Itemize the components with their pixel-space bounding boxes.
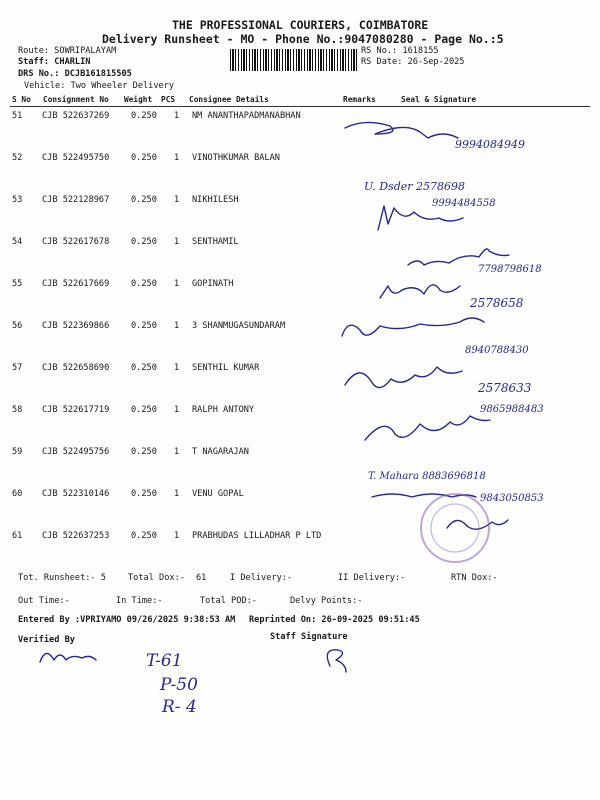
entered-by: Entered By :VPRIYAMO 09/26/2025 9:38:53 AM	[18, 615, 236, 625]
row-pcs: 1	[174, 237, 180, 247]
row-weight: 0.250	[131, 237, 157, 247]
tot-runsheet: Tot. Runsheet:- 5	[18, 573, 106, 583]
sig-58-num: 9865988483	[480, 404, 544, 415]
total-dox-label: Total Dox:-	[128, 573, 185, 583]
row-pcs: 1	[174, 405, 180, 415]
col-weight: Weight	[124, 95, 153, 104]
row-consignment-no: CJB 522617669	[42, 279, 110, 289]
rs-number: RS No.: 1618155	[361, 46, 439, 56]
row-consignee: SENTHAMIL	[192, 237, 239, 247]
total-dox-value: 61	[196, 573, 207, 583]
row-weight: 0.250	[131, 279, 157, 289]
row-consignee: NIKHILESH	[192, 195, 239, 205]
rtn-dox: RTN Dox:-	[451, 573, 498, 583]
sig-54-phone: 7798798618	[478, 264, 542, 275]
row-pcs: 1	[174, 111, 180, 121]
row-weight: 0.250	[131, 447, 157, 457]
row-sno: 51	[12, 111, 23, 121]
row-pcs: 1	[174, 489, 180, 499]
row-pcs: 1	[174, 363, 180, 373]
row-weight: 0.250	[131, 153, 157, 163]
tally-total: T-61	[146, 651, 183, 671]
sig-57-num: 2578633	[478, 381, 532, 395]
row-weight: 0.250	[131, 531, 157, 541]
row-sno: 61	[12, 531, 23, 541]
sig-56-phone: 8940788430	[465, 345, 529, 356]
row-weight: 0.250	[131, 321, 157, 331]
sig-60-note: T. Mahara 8883696818	[368, 471, 486, 482]
row-sno: 58	[12, 405, 23, 415]
sig-53-note: U. Dsder 2578698	[364, 180, 466, 193]
ii-delivery: II Delivery:-	[338, 573, 406, 583]
row-consignment-no: CJB 522495750	[42, 153, 110, 163]
row-consignment-no: CJB 522495756	[42, 447, 110, 457]
reprinted-on: Reprinted On: 26-09-2025 09:51:45	[249, 615, 420, 625]
drs-number: DRS No.: DCJB161815505	[18, 69, 132, 79]
row-consignment-no: CJB 522637269	[42, 111, 110, 121]
row-weight: 0.250	[131, 405, 157, 415]
row-weight: 0.250	[131, 489, 157, 499]
in-time: In Time:-	[116, 596, 163, 606]
sig-60-phone: 9843050853	[480, 493, 544, 504]
row-pcs: 1	[174, 153, 180, 163]
col-consignee: Consignee Details	[189, 95, 269, 104]
verified-by-label: Verified By	[18, 635, 75, 645]
col-remarks: Remarks	[343, 95, 376, 104]
row-sno: 56	[12, 321, 23, 331]
row-pcs: 1	[174, 279, 180, 289]
document-title: THE PROFESSIONAL COURIERS, COIMBATORE	[172, 18, 429, 32]
staff-signature-label: Staff Signature	[270, 632, 348, 642]
row-consignment-no: CJB 522369866	[42, 321, 110, 331]
rs-date: RS Date: 26-Sep-2025	[361, 57, 465, 67]
row-pcs: 1	[174, 321, 180, 331]
tally-pod: P-50	[160, 675, 198, 695]
total-pod: Total POD:-	[200, 596, 257, 606]
delvy-points: Delvy Points:-	[290, 596, 363, 606]
row-consignee: PRABHUDAS LILLADHAR P LTD	[192, 531, 322, 541]
row-consignee: RALPH ANTONY	[192, 405, 255, 415]
row-consignment-no: CJB 522617719	[42, 405, 110, 415]
row-sno: 52	[12, 153, 23, 163]
col-consignment: Consignment No	[43, 95, 109, 104]
row-consignment-no: CJB 522617678	[42, 237, 110, 247]
row-consignment-no: CJB 522658690	[42, 363, 110, 373]
sig-55-num: 2578658	[470, 296, 524, 310]
col-pcs: PCS	[161, 95, 176, 104]
row-consignment-no: CJB 522128967	[42, 195, 110, 205]
row-consignment-no: CJB 522637253	[42, 531, 110, 541]
row-weight: 0.250	[131, 195, 157, 205]
i-delivery: I Delivery:-	[230, 573, 293, 583]
row-weight: 0.250	[131, 363, 157, 373]
col-seal-signature: Seal & Signature	[401, 95, 477, 104]
sig-53-phone: 9994484558	[432, 198, 496, 209]
row-consignee: VENU GOPAL	[192, 489, 244, 499]
staff-label: Staff: CHARLIN	[18, 57, 91, 67]
row-consignee: GOPINATH	[192, 279, 234, 289]
row-sno: 60	[12, 489, 23, 499]
sig-51-phone: 9994084949	[455, 138, 525, 151]
document-subtitle: Delivery Runsheet - MO - Phone No.:9047080280 - Page No.:5	[102, 32, 504, 46]
row-consignee: SENTHIL KUMAR	[192, 363, 260, 373]
route-label: Route: SOWRIPALAYAM	[18, 46, 117, 56]
row-pcs: 1	[174, 531, 180, 541]
row-sno: 59	[12, 447, 23, 457]
vehicle-label: Vehicle: Two Wheeler Delivery	[24, 81, 175, 91]
row-consignment-no: CJB 522310146	[42, 489, 110, 499]
row-sno: 55	[12, 279, 23, 289]
col-sno: S No	[12, 95, 31, 104]
row-sno: 57	[12, 363, 23, 373]
row-consignee: 3 SHANMUGASUNDARAM	[192, 321, 286, 331]
row-weight: 0.250	[131, 111, 157, 121]
row-consignee: T NAGARAJAN	[192, 447, 249, 457]
row-pcs: 1	[174, 447, 180, 457]
row-consignee: NM ANANTHAPADMANABHAN	[192, 111, 301, 121]
row-pcs: 1	[174, 195, 180, 205]
row-sno: 53	[12, 195, 23, 205]
courier-seal-stamp	[410, 488, 500, 578]
row-sno: 54	[12, 237, 23, 247]
row-consignee: VINOTHKUMAR BALAN	[192, 153, 280, 163]
tally-return: R- 4	[162, 697, 197, 717]
out-time: Out Time:-	[18, 596, 70, 606]
